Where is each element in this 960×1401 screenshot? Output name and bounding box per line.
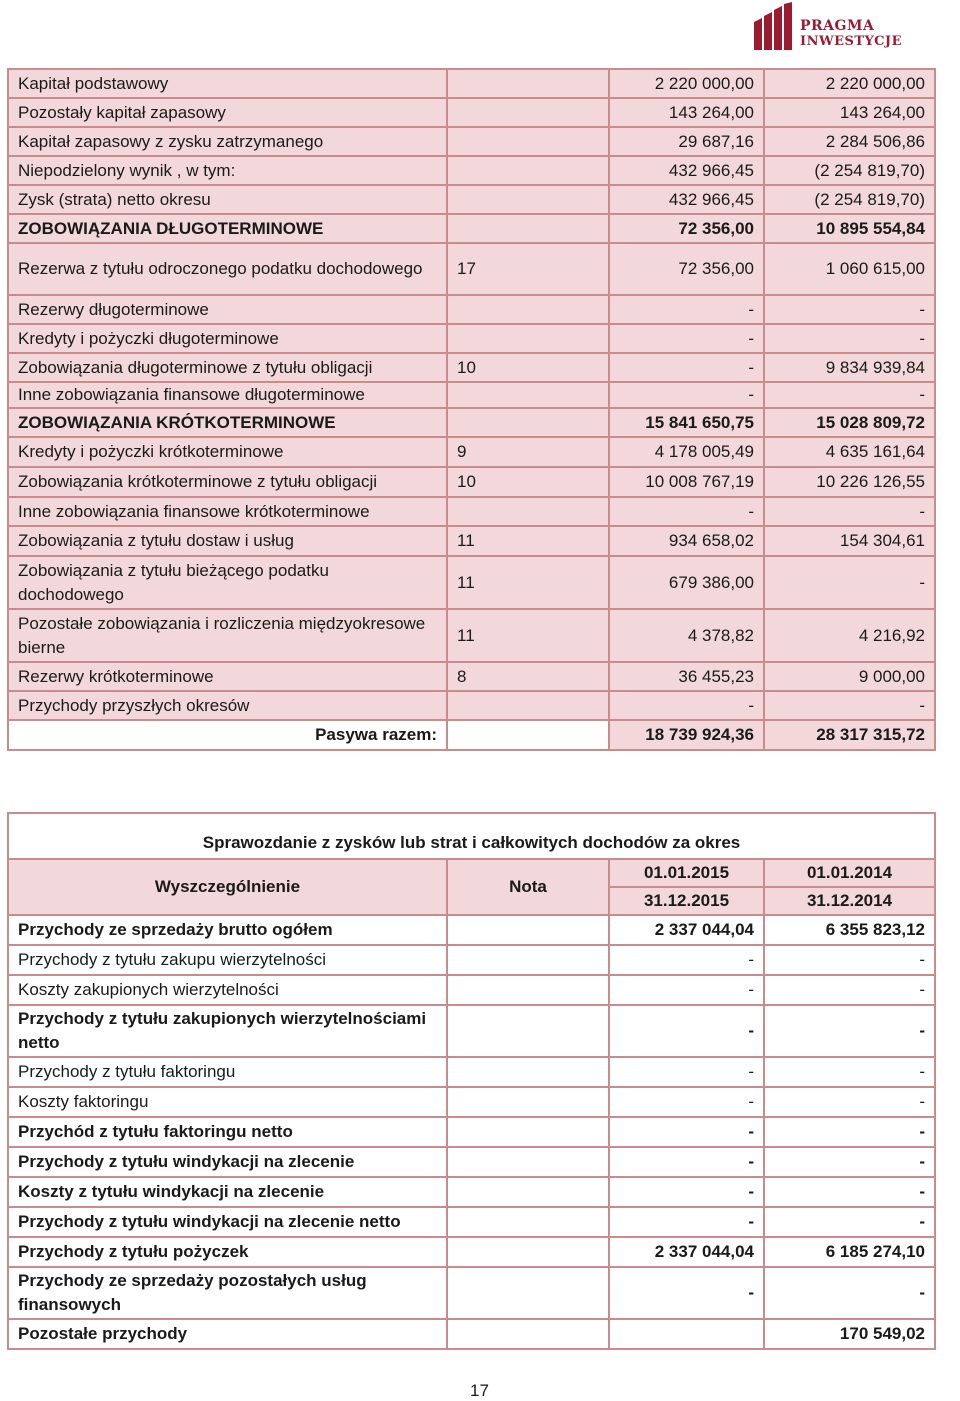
row-value-2015: 679 386,00	[609, 556, 764, 609]
row-note: 11	[447, 526, 609, 556]
table-row	[8, 98, 935, 127]
row-label: Zysk (strata) netto okresu	[8, 185, 447, 214]
row-value-2015: -	[609, 497, 764, 526]
row-label: Zobowiązania z tytułu bieżącego podatku dochodowego	[8, 556, 447, 609]
row-note	[447, 1319, 609, 1349]
row-value-2014: (2 254 819,70)	[764, 185, 935, 214]
header-description: Wyszczególnienie	[8, 859, 447, 915]
row-label: Pozostałe przychody	[8, 1319, 447, 1349]
row-note	[447, 127, 609, 156]
row-note	[447, 69, 609, 98]
logo-line-1: PRAGMA	[800, 18, 875, 34]
row-value-2014: -	[764, 1087, 935, 1117]
row-value-2014: 4 216,92	[764, 609, 935, 662]
row-value-2014: -	[764, 1267, 935, 1319]
row-label: Inne zobowiązania finansowe krótkoterminowe	[8, 497, 447, 526]
row-label: Przychody ze sprzedaży brutto ogółem	[8, 915, 447, 945]
row-note	[447, 1057, 609, 1087]
total-label: Pasywa razem:	[8, 720, 447, 750]
table-row	[8, 214, 935, 243]
table-row	[8, 556, 935, 609]
row-value-2015: -	[609, 1207, 764, 1237]
row-label: Zobowiązania długoterminowe z tytułu obligacji	[8, 353, 447, 382]
table-row	[8, 497, 935, 526]
page-number: 17	[470, 1381, 489, 1400]
table-row	[8, 382, 935, 408]
table-row	[8, 662, 935, 691]
row-value-2015: 72 356,00	[609, 243, 764, 295]
row-label: Kapitał zapasowy z zysku zatrzymanego	[8, 127, 447, 156]
row-label: Przychód z tytułu faktoringu netto	[8, 1117, 447, 1147]
row-note	[447, 295, 609, 324]
table-row	[8, 353, 935, 382]
row-value-2015: -	[609, 353, 764, 382]
table-row	[8, 1207, 935, 1237]
row-value-2014: -	[764, 295, 935, 324]
row-value-2015	[609, 1319, 764, 1349]
table-row	[8, 609, 935, 662]
row-value-2015: -	[609, 1057, 764, 1087]
row-note: 17	[447, 243, 609, 295]
row-value-2014: -	[764, 975, 935, 1005]
row-note	[447, 382, 609, 408]
header-note: Nota	[447, 859, 609, 915]
row-value-2015: -	[609, 1267, 764, 1319]
row-note	[447, 1147, 609, 1177]
row-note	[447, 185, 609, 214]
row-value-2014: 2 284 506,86	[764, 127, 935, 156]
header-period1-to: 31.12.2015	[609, 887, 764, 915]
row-label: Przychody ze sprzedaży pozostałych usług finansowych	[8, 1267, 447, 1319]
row-note	[447, 975, 609, 1005]
row-label: Przychody z tytułu zakupionych wierzytelnościami netto	[8, 1005, 447, 1057]
table-row	[8, 945, 935, 975]
row-value-2014: -	[764, 556, 935, 609]
row-value-2014: 4 635 161,64	[764, 437, 935, 467]
income-title: Sprawozdanie z zysków lub strat i całkowitych dochodów za okres	[8, 813, 935, 859]
row-value-2014: 1 060 615,00	[764, 243, 935, 295]
table-row	[8, 526, 935, 556]
row-note	[447, 1237, 609, 1267]
header-period2-to: 31.12.2014	[764, 887, 935, 915]
row-note	[447, 945, 609, 975]
row-value-2014: 6 355 823,12	[764, 915, 935, 945]
row-value-2014: -	[764, 497, 935, 526]
row-value-2014: 6 185 274,10	[764, 1237, 935, 1267]
row-note	[447, 1177, 609, 1207]
table-row	[8, 1117, 935, 1147]
row-value-2014: -	[764, 1057, 935, 1087]
row-value-2015: 4 178 005,49	[609, 437, 764, 467]
table-row	[8, 185, 935, 214]
row-value-2015: -	[609, 1005, 764, 1057]
row-label: Przychody z tytułu faktoringu	[8, 1057, 447, 1087]
table-row	[8, 915, 935, 945]
row-label: Rezerwa z tytułu odroczonego podatku dochodowego	[8, 243, 447, 295]
row-note	[447, 1267, 609, 1319]
total-value-2015: 18 739 924,36	[609, 720, 764, 750]
row-value-2015: 432 966,45	[609, 156, 764, 185]
row-label: Koszty zakupionych wierzytelności	[8, 975, 447, 1005]
row-value-2015: -	[609, 295, 764, 324]
row-label: Kredyty i pożyczki długoterminowe	[8, 324, 447, 353]
row-label: Rezerwy długoterminowe	[8, 295, 447, 324]
row-label: Rezerwy krótkoterminowe	[8, 662, 447, 691]
row-value-2014: 143 264,00	[764, 98, 935, 127]
row-note	[447, 408, 609, 437]
row-note	[447, 691, 609, 720]
row-value-2015: -	[609, 1087, 764, 1117]
row-value-2015: 432 966,45	[609, 185, 764, 214]
header-period1-from: 01.01.2015	[609, 859, 764, 887]
row-value-2015: -	[609, 1147, 764, 1177]
row-label: Przychody z tytułu pożyczek	[8, 1237, 447, 1267]
row-note	[447, 497, 609, 526]
income-title-row	[8, 813, 935, 859]
row-value-2014: -	[764, 945, 935, 975]
table-row	[8, 324, 935, 353]
row-note: 9	[447, 437, 609, 467]
row-value-2015: -	[609, 945, 764, 975]
balance-sheet-table	[7, 68, 936, 751]
row-note: 10	[447, 467, 609, 497]
row-value-2014: 170 549,02	[764, 1319, 935, 1349]
row-note: 11	[447, 609, 609, 662]
row-value-2014: -	[764, 382, 935, 408]
row-value-2014: -	[764, 1207, 935, 1237]
row-note	[447, 1117, 609, 1147]
table-row	[8, 243, 935, 295]
logo-line-2: INWESTYCJE	[800, 34, 902, 49]
row-value-2015: 2 220 000,00	[609, 69, 764, 98]
row-value-2015: -	[609, 1177, 764, 1207]
row-value-2014: -	[764, 1177, 935, 1207]
row-label: Przychody przyszłych okresów	[8, 691, 447, 720]
row-note	[447, 324, 609, 353]
row-value-2015: 10 008 767,19	[609, 467, 764, 497]
table-row	[8, 69, 935, 98]
table-row	[8, 1237, 935, 1267]
table-row	[8, 156, 935, 185]
table-row	[8, 1177, 935, 1207]
table-row	[8, 1147, 935, 1177]
header-period2-from: 01.01.2014	[764, 859, 935, 887]
row-note: 10	[447, 353, 609, 382]
row-label: Koszty faktoringu	[8, 1087, 447, 1117]
row-label: ZOBOWIĄZANIA KRÓTKOTERMINOWE	[8, 408, 447, 437]
table-row	[8, 1267, 935, 1319]
row-label: Pozostałe zobowiązania i rozliczenia międzyokresowe bierne	[8, 609, 447, 662]
row-label: Przychody z tytułu zakupu wierzytelności	[8, 945, 447, 975]
table-row	[8, 437, 935, 467]
row-value-2014: 9 834 939,84	[764, 353, 935, 382]
table-row	[8, 691, 935, 720]
row-note	[447, 1087, 609, 1117]
table-row	[8, 127, 935, 156]
row-note	[447, 1005, 609, 1057]
row-label: Kredyty i pożyczki krótkoterminowe	[8, 437, 447, 467]
row-value-2014: -	[764, 324, 935, 353]
row-value-2015: 29 687,16	[609, 127, 764, 156]
row-value-2015: -	[609, 691, 764, 720]
row-note	[447, 98, 609, 127]
table-row	[8, 1087, 935, 1117]
row-note	[447, 214, 609, 243]
row-value-2015: 2 337 044,04	[609, 1237, 764, 1267]
total-row	[8, 720, 935, 750]
row-value-2014: (2 254 819,70)	[764, 156, 935, 185]
total-value-2014: 28 317 315,72	[764, 720, 935, 750]
row-note: 8	[447, 662, 609, 691]
row-value-2014: -	[764, 1005, 935, 1057]
row-value-2014: 15 028 809,72	[764, 408, 935, 437]
row-note	[447, 156, 609, 185]
table-row	[8, 408, 935, 437]
row-value-2015: 2 337 044,04	[609, 915, 764, 945]
row-value-2015: 934 658,02	[609, 526, 764, 556]
row-label: Kapitał podstawowy	[8, 69, 447, 98]
row-value-2014: 154 304,61	[764, 526, 935, 556]
table-row	[8, 1319, 935, 1349]
row-value-2015: 143 264,00	[609, 98, 764, 127]
row-value-2015: -	[609, 975, 764, 1005]
row-value-2014: 2 220 000,00	[764, 69, 935, 98]
company-logo	[752, 2, 912, 54]
table-row	[8, 1005, 935, 1057]
row-label: Koszty z tytułu windykacji na zlecenie	[8, 1177, 447, 1207]
table-row	[8, 467, 935, 497]
row-value-2014: -	[764, 691, 935, 720]
row-value-2015: 15 841 650,75	[609, 408, 764, 437]
row-note: 11	[447, 556, 609, 609]
table-row	[8, 1057, 935, 1087]
row-label: Zobowiązania krótkoterminowe z tytułu obligacji	[8, 467, 447, 497]
table-row	[8, 295, 935, 324]
table-row	[8, 975, 935, 1005]
income-header-row-1	[8, 859, 935, 887]
pragma-bars-icon	[752, 2, 796, 52]
row-value-2014: 9 000,00	[764, 662, 935, 691]
row-value-2014: 10 895 554,84	[764, 214, 935, 243]
row-label: ZOBOWIĄZANIA DŁUGOTERMINOWE	[8, 214, 447, 243]
row-label: Przychody z tytułu windykacji na zlecenie	[8, 1147, 447, 1177]
row-note	[447, 915, 609, 945]
income-statement-table	[7, 812, 936, 1350]
total-note	[447, 720, 609, 750]
row-label: Inne zobowiązania finansowe długoterminowe	[8, 382, 447, 408]
row-value-2015: -	[609, 324, 764, 353]
row-label: Niepodzielony wynik , w tym:	[8, 156, 447, 185]
row-value-2015: -	[609, 382, 764, 408]
row-value-2014: -	[764, 1117, 935, 1147]
row-value-2015: 36 455,23	[609, 662, 764, 691]
row-label: Przychody z tytułu windykacji na zlecenie netto	[8, 1207, 447, 1237]
row-label: Pozostały kapitał zapasowy	[8, 98, 447, 127]
row-label: Zobowiązania z tytułu dostaw i usług	[8, 526, 447, 556]
row-value-2015: 4 378,82	[609, 609, 764, 662]
row-note	[447, 1207, 609, 1237]
row-value-2015: -	[609, 1117, 764, 1147]
row-value-2015: 72 356,00	[609, 214, 764, 243]
row-value-2014: 10 226 126,55	[764, 467, 935, 497]
row-value-2014: -	[764, 1147, 935, 1177]
